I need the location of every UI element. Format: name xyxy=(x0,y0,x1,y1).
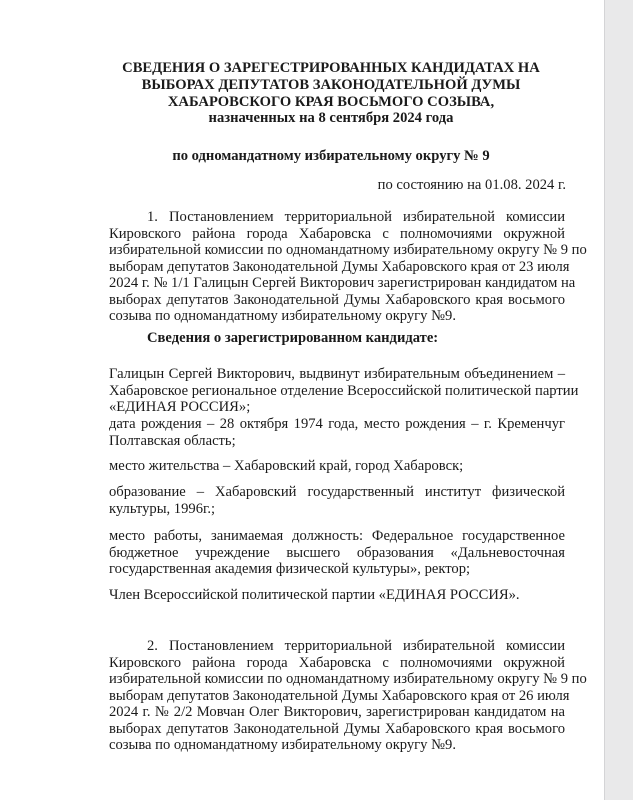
birth-block xyxy=(109,416,565,449)
title-line-1: СВЕДЕНИЯ О ЗАРЕГЕСТРИРОВАННЫХ КАНДИДАТАХ НА xyxy=(122,60,540,76)
paragraph-line: Хабаровское региональное отделение Всероссийской политической партии xyxy=(109,382,579,399)
paragraph-1 xyxy=(109,209,587,325)
paragraph-line: Кировского района города Хабаровска с полномочиями окружной xyxy=(109,654,565,671)
paragraph-line: место работы, занимаемая должность: Федеральное государственное xyxy=(109,528,565,544)
paragraph-line: «ЕДИНАЯ РОССИЯ»; xyxy=(109,399,251,415)
paragraph-2 xyxy=(109,638,587,754)
paragraph-line: культуры, 1996г.; xyxy=(109,500,216,517)
paragraph-line: избирательной комиссии по одномандатному избирательному округу № 9 по xyxy=(109,242,587,258)
paragraph-line: 2024 г. № 2/2 Мовчан Олег Викторович, зарегистрирован кандидатом на xyxy=(109,704,565,720)
title-line-3: ХАБАРОВСКОГО КРАЯ ВОСЬМОГО СОЗЫВА, xyxy=(167,93,495,110)
paragraph-line: выборах депутатов Законодательной Думы Хабаровского края восьмого xyxy=(109,720,565,737)
nominated-block xyxy=(109,366,579,416)
residence-block xyxy=(109,458,565,475)
paragraph-line: Полтавская область; xyxy=(109,432,236,449)
paragraph-line: Галицын Сергей Викторович, выдвинут избирательным объединением – xyxy=(109,366,565,382)
education-block xyxy=(109,484,565,517)
paragraph-line: государственная академия физической культуры», ректор; xyxy=(109,561,471,577)
work-block xyxy=(109,528,565,578)
paragraph-line: место жительства – Хабаровский край, город Хабаровск; xyxy=(109,458,464,474)
as-of-date: по состоянию на 01.08. 2024 г. xyxy=(377,177,566,193)
paragraph-line: выборах депутатов Законодательной Думы Хабаровского края восьмого xyxy=(109,291,565,308)
document-title xyxy=(60,60,602,127)
title-line-2: ВЫБОРАХ ДЕПУТАТОВ ЗАКОНОДАТЕЛЬНОЙ ДУМЫ xyxy=(141,76,521,93)
paragraph-line: 2. Постановлением территориальной избирательной комиссии xyxy=(147,638,565,654)
paragraph-line: созыва по одномандатному избирательному округу №9. xyxy=(109,308,456,324)
paragraph-line: дата рождения – 28 октября 1974 года, место рождения – г. Кременчуг xyxy=(109,416,565,432)
membership-block xyxy=(109,587,565,604)
paragraph-line: Член Всероссийской политической партии «ЕДИНАЯ РОССИЯ». xyxy=(109,587,520,603)
paragraph-line: 1. Постановлением территориальной избирательной комиссии xyxy=(147,209,565,225)
paragraph-line: выборам депутатов Законодательной Думы Хабаровского края от 26 июля xyxy=(109,687,570,704)
paragraph-line: бюджетное учреждение высшего образования «Дальневосточная xyxy=(109,544,565,561)
paragraph-line: выборам депутатов Законодательной Думы Хабаровского края от 23 июля xyxy=(109,258,570,275)
paragraph-line: избирательной комиссии по одномандатному избирательному округу № 9 по xyxy=(109,671,587,687)
title-line-4: назначенных на 8 сентября 2024 года xyxy=(208,110,454,127)
paragraph-line: образование – Хабаровский государственный институт физической xyxy=(109,484,565,500)
paragraph-line: Кировского района города Хабаровска с полномочиями окружной xyxy=(109,225,565,242)
district-subtitle: по одномандатному избирательному округу № 9 xyxy=(172,148,490,164)
candidate-info-heading: Сведения о зарегистрированном кандидате: xyxy=(147,330,439,346)
paragraph-line: 2024 г. № 1/1 Галицын Сергей Викторович зарегистрирован кандидатом на xyxy=(109,275,576,291)
paragraph-line: созыва по одномандатному избирательному округу №9. xyxy=(109,737,456,753)
